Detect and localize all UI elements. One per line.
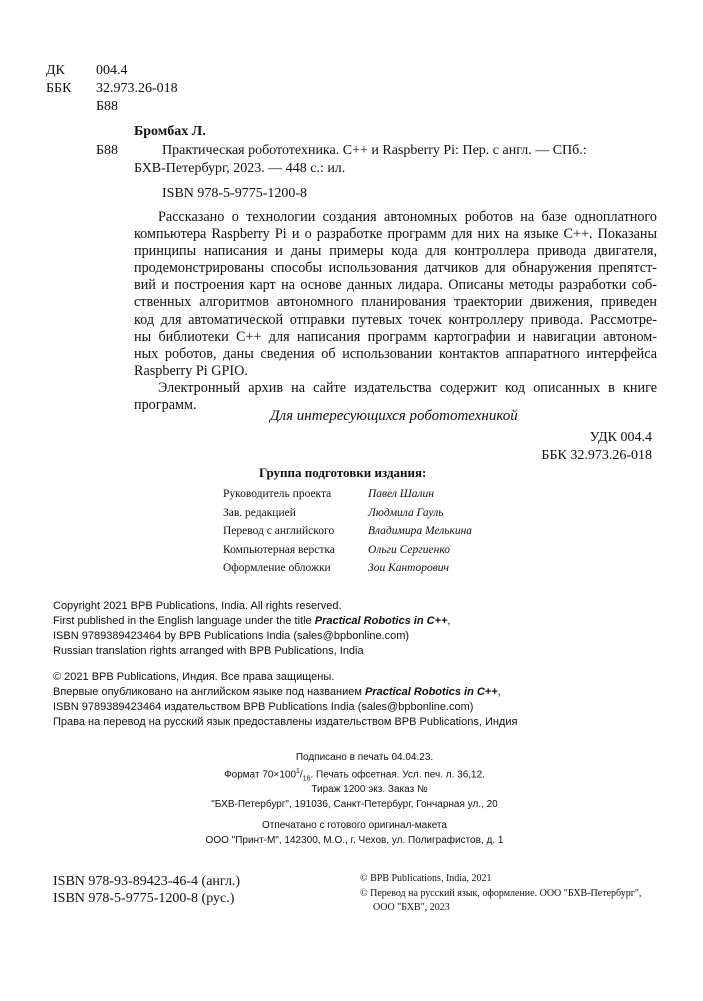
- staff-name: Владимира Мелькина: [368, 525, 473, 538]
- abstract-line: компьютера Raspberry Pi и о разработке программ для них на языке C++. Показаны: [134, 226, 657, 243]
- copyright-en-line3: ISBN 9789389423464 by BPB Publications India (sales@bpbonline.com): [53, 630, 410, 642]
- abstract-line: программ.: [134, 397, 197, 414]
- staff-name: Ольги Сергиенко: [368, 543, 451, 556]
- abstract-line: код для автоматической отправки путевых точек контроллеру привода. Рассмотре-: [134, 311, 657, 328]
- bbk-code: ББК 32.973.26-018: [541, 448, 652, 463]
- imprint-line3: Тираж 1200 экз. Заказ №: [311, 784, 428, 795]
- abstract: [134, 209, 657, 414]
- staff-role: Компьютерная верстка: [223, 543, 335, 556]
- author-mark: Б88: [96, 99, 119, 114]
- staff-name: Людмила Гауль: [368, 506, 444, 519]
- footer-copy2: © Перевод на русский язык, оформление. ООО "БХВ-Петербург",: [360, 888, 642, 899]
- staff-role: Руководитель проекта: [223, 488, 332, 500]
- staff-name: Павел Шалин: [368, 488, 434, 500]
- imprint-line4: "БХВ-Петербург", 191036, Санкт-Петербург, Гончарная ул., 20: [211, 799, 498, 810]
- abstract-line: Raspberry Pi GPIO.: [134, 362, 248, 379]
- book-title-line2: БХВ-Петербург, 2023. — 448 с.: ил.: [134, 161, 346, 176]
- abstract-line: ны библиотеки C++ для написания программ картографии и навигации автоном-: [134, 328, 657, 345]
- staff-heading: Группа подготовки издания:: [259, 465, 427, 480]
- udk-code: УДК 004.4: [589, 430, 652, 445]
- imprint-frac-den: 16: [302, 775, 311, 783]
- footer-isbn-en: ISBN 978-93-89423-46-4 (англ.): [53, 874, 241, 889]
- udk-label: ДК: [46, 63, 65, 78]
- abstract-line: Электронный архив на сайте издательства содержит код описанных в книге: [158, 379, 657, 396]
- bbk-value: 32.973.26-018: [96, 81, 178, 96]
- abstract-paragraph-1: [134, 209, 657, 380]
- copyright-ru-prefix: Впервые опубликовано на английском языке под названием: [53, 686, 365, 698]
- staff-role: Зав. редакцией: [223, 506, 296, 519]
- abstract-line: продемонстрированы способы использования датчиков для обнаружения препятст-: [134, 260, 657, 277]
- copyright-en-suffix: ,: [447, 615, 451, 627]
- abstract-line: вий и построения карт на основе данных лидара. Описаны методы разработки соб-: [134, 277, 657, 294]
- copyright-en-line4: Russian translation rights arranged with BPB Publications, India: [53, 645, 364, 657]
- book-isbn: ISBN 978-5-9775-1200-8: [162, 186, 308, 201]
- staff-role: Перевод с английского: [223, 525, 335, 538]
- copyright-ru-line1: © 2021 BPB Publications, Индия. Все права защищены.: [53, 671, 335, 683]
- book-author: Бромбах Л.: [134, 124, 206, 139]
- copyright-ru-line2: [53, 686, 501, 698]
- udk-value: 004.4: [96, 63, 128, 78]
- copyright-en-line2: [53, 615, 450, 627]
- bbk-label: ББК: [46, 81, 72, 96]
- imprint-line2: Формат $70\times 100^1/_{16}$. Печать офсетная. Усл. печ. л. 36,12.: [224, 768, 485, 783]
- copyright-ru-title: Practical Robotics in C++: [364, 686, 498, 698]
- abstract-line: ных роботов, даны сведения об использовании контактов аппаратного интерфейса: [134, 345, 657, 362]
- copyright-en-line1: Copyright 2021 BPB Publications, India. All rights reserved.: [53, 600, 342, 612]
- copyright-en-title: Practical Robotics in C++: [314, 615, 448, 627]
- book-title-line1: Практическая робототехника. C++ и Raspberry Pi: Пер. с англ. — СПб.:: [162, 143, 587, 158]
- copyright-en-prefix: First published in the English language under the title: [53, 615, 315, 627]
- copyright-ru-suffix: ,: [497, 686, 501, 698]
- imprint-line6: ООО "Принт-М", 142300, М.О., г. Чехов, ул. Полиграфистов, д. 1: [205, 835, 504, 846]
- staff-role: Оформление обложки: [223, 562, 331, 575]
- abstract-line: Рассказано о технологии создания автономных роботов на базе одноплатного: [158, 209, 657, 225]
- imprint-frac-num: 1: [296, 768, 300, 775]
- copyright-ru-line3: ISBN 9789389423464 издательством BPB Publications India (sales@bpbonline.com): [53, 701, 474, 713]
- audience-note: Для интересующихся робототехникой: [270, 408, 518, 424]
- imprint-format-suffix: . Печать офсетная. Усл. печ. л. 36,12.: [310, 769, 485, 781]
- staff-name: Зои Канторович: [368, 562, 449, 575]
- footer-copy3: ООО "БХВ", 2023: [373, 902, 450, 913]
- imprint-line1: Подписано в печать 04.04.23.: [295, 752, 434, 763]
- book-mark: Б88: [96, 143, 119, 158]
- footer-copy1: © BPB Publications, India, 2021: [360, 873, 492, 884]
- imprint-line5: Отпечатано с готового оригинал-макета: [262, 820, 447, 831]
- footer-isbn-ru: ISBN 978-5-9775-1200-8 (рус.): [53, 891, 235, 906]
- abstract-line: принципы написания и даны примеры кода для контроллера привода двигателя,: [134, 243, 657, 260]
- copyright-ru-line4: Права на перевод на русский язык предоставлены издательством BPB Publications, Индия: [53, 716, 518, 728]
- imprint-format-prefix: Формат 70×100: [224, 769, 297, 781]
- abstract-line: ственных алгоритмов автономного планирования траектории движения, приведен: [134, 294, 657, 311]
